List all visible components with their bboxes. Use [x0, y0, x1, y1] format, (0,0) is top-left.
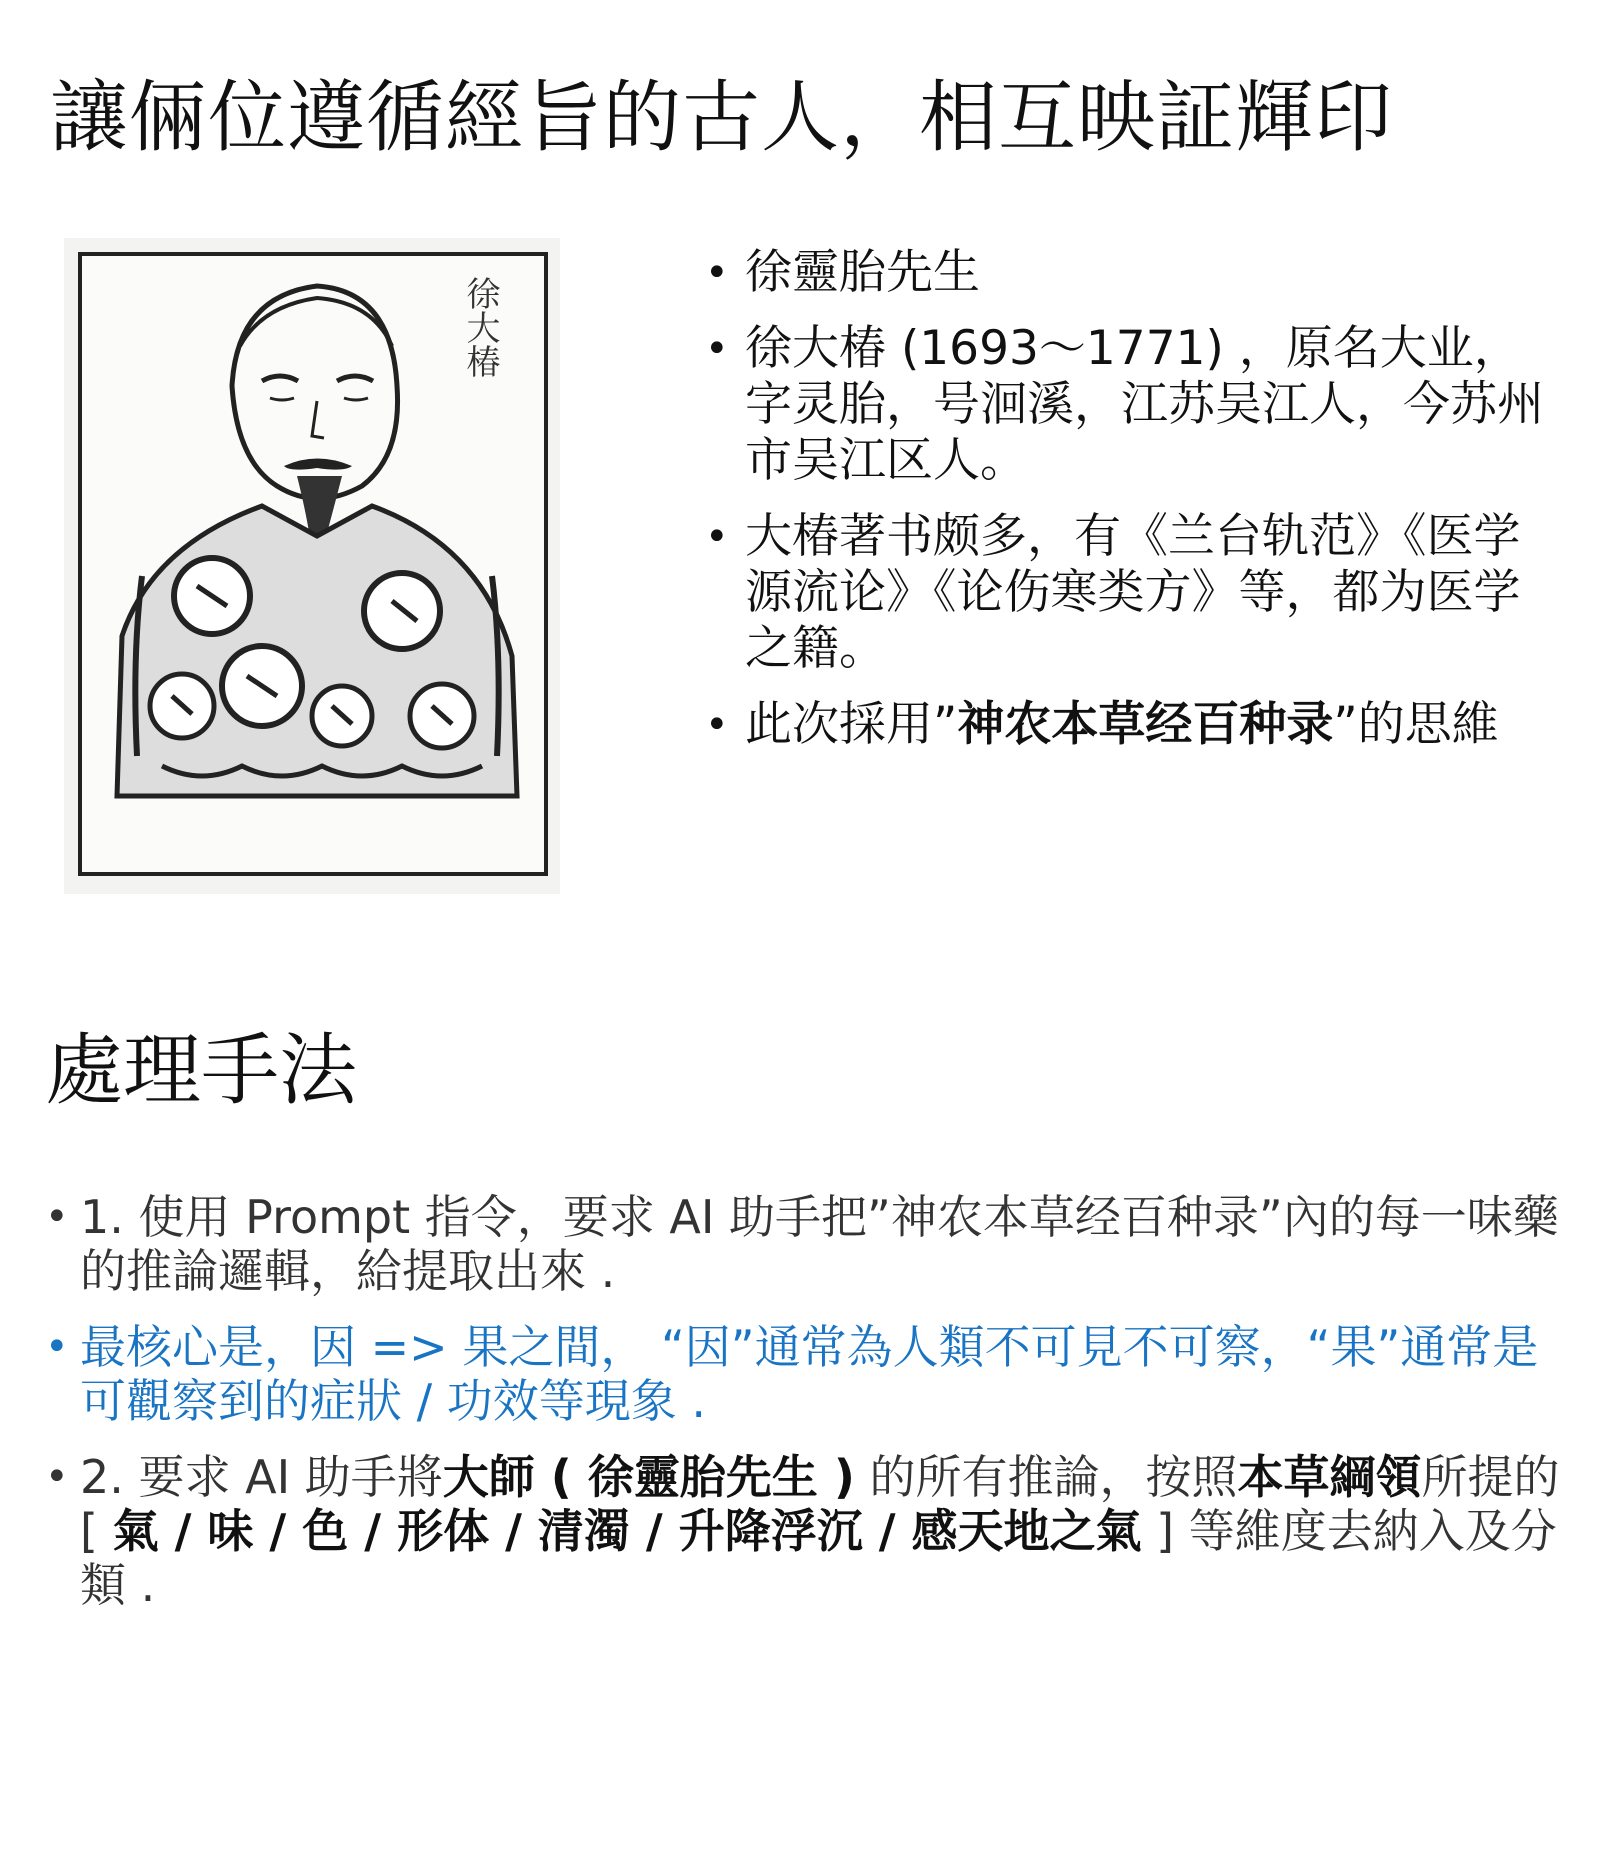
method-2-text-e: ] 等維度去納入及分類 .	[80, 1504, 1557, 1612]
portrait-caption: 徐大椿	[460, 276, 500, 378]
method-2-bold-master: 大師 ( 徐靈胎先生 )	[442, 1450, 855, 1504]
bio-item-books: • 大椿著书颇多，有《兰台轨范》《医学源流论》《论伤寒类方》等，都为医学之籍。	[705, 509, 1565, 677]
method-2-bold-dimensions: 氣 / 味 / 色 / 形体 / 清濁 / 升降浮沉 / 感天地之氣	[112, 1504, 1142, 1558]
method-list	[45, 1190, 1565, 1634]
bio-list	[705, 245, 1565, 773]
method-2-text-c: 的所有推論，按照	[854, 1450, 1238, 1504]
method-item-2	[45, 1450, 1565, 1612]
page-title: 讓倆位遵循經旨的古人，相互映証輝印	[50, 73, 1394, 163]
portrait-image	[62, 236, 562, 896]
bio-item-name: • 徐靈胎先生	[705, 245, 1565, 301]
approach-text-post: ”的思維	[1333, 697, 1499, 752]
bio-item-intro: • 徐大椿 (1693～1771) ，原名大业，字灵胎，号洄溪，江苏吴江人，今苏州市吴江区人。	[705, 321, 1565, 489]
method-2-bold-outline: 本草綱領	[1237, 1450, 1422, 1504]
section-title: 處理手法	[45, 1026, 358, 1116]
bio-item-approach	[705, 697, 1565, 753]
approach-text-bold: 神农本草经百种录	[957, 697, 1334, 752]
method-item-1: • 1. 使用 Prompt 指令，要求 AI 助手把”神农本草经百种录”內的每一味藥的推論邏輯，給提取出來 .	[45, 1190, 1565, 1298]
method-item-core: • 最核心是，因 => 果之間， “因”通常為人類不可見不可察，“果”通常是可觀察到的症狀 / 功效等現象 .	[45, 1320, 1565, 1428]
method-2-text-a: 2. 要求 AI 助手將	[80, 1450, 443, 1504]
approach-text-pre: 此次採用”	[745, 697, 958, 752]
method-2-text-d: 所提的 [	[80, 1450, 1560, 1558]
